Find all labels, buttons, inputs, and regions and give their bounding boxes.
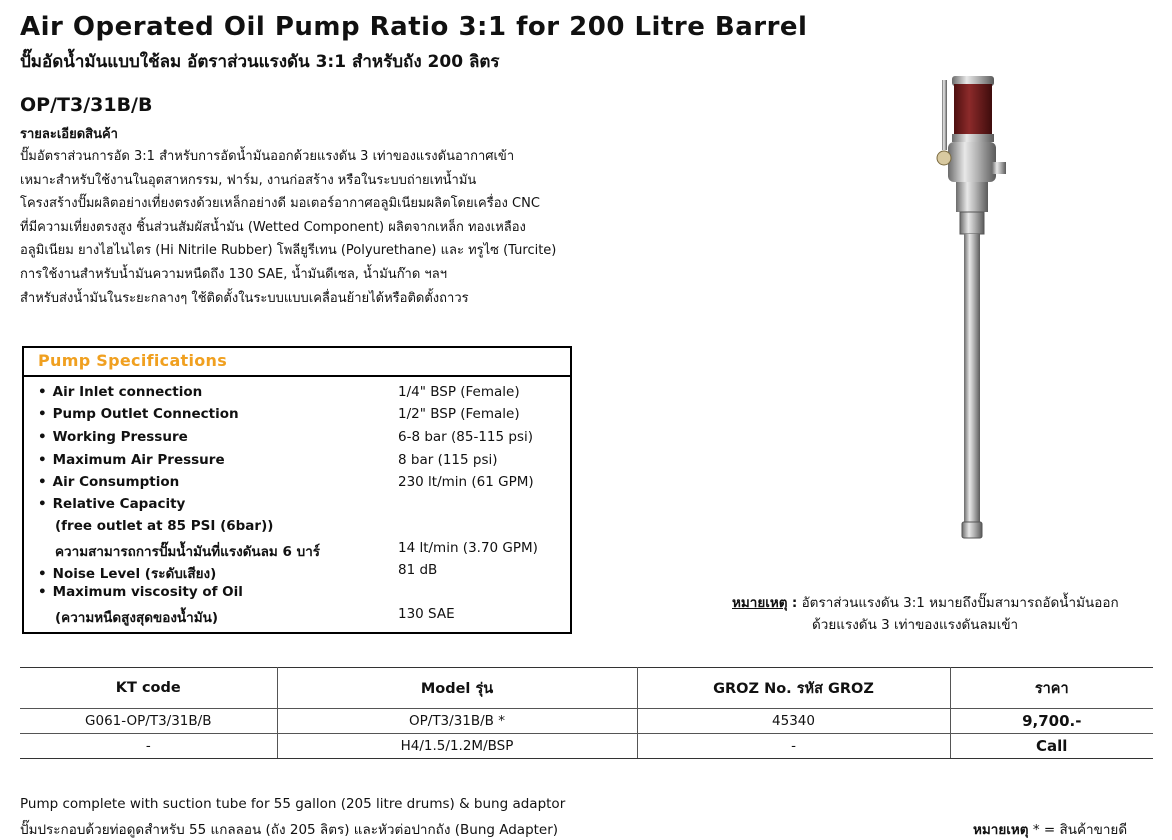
- groz-no-cell: 45340: [637, 709, 950, 734]
- spec-label: ความสามารถการปั๊มน้ำมันที่แรงดันลม 6 บาร์: [55, 544, 321, 560]
- table-row: [20, 734, 1153, 759]
- pump-bung-adaptor: [960, 212, 984, 234]
- footer-note-text: * = สินค้าขายดี: [1032, 822, 1128, 838]
- groz-no-cell: -: [637, 734, 950, 759]
- bullet: •: [38, 406, 47, 422]
- description-line: โครงสร้างปั๊มผลิตอย่างเที่ยงตรงด้วยเหล็กอย่างดี มอเตอร์อากาศอลูมิเนียมผลิตโดยเครื่อง CNC: [20, 196, 540, 212]
- model-cell: OP/T3/31B/B *: [277, 709, 637, 734]
- spec-label: Air Inlet connection: [52, 384, 203, 400]
- column-header-groz-no: GROZ No. รหัส GROZ: [637, 668, 950, 709]
- bullet: •: [38, 429, 47, 445]
- description-line: เหมาะสำหรับใช้งานในอุตสาหกรรม, ฟาร์ม, งานก่อสร้าง หรือในระบบถ่ายเทน้ำมัน: [20, 172, 477, 188]
- spec-value: 8 bar (115 psi): [398, 452, 498, 468]
- pump-foot-valve: [962, 522, 982, 538]
- bullet: •: [38, 584, 47, 600]
- spec-heading-bar: [24, 348, 570, 377]
- spec-label: Maximum Air Pressure: [52, 452, 225, 468]
- price-cell: Call: [950, 734, 1153, 759]
- bestseller-note: [973, 818, 1127, 840]
- spec-label: Working Pressure: [52, 429, 188, 445]
- spec-value: 6-8 bar (85-115 psi): [398, 429, 534, 445]
- column-header-model: Model รุ่น: [277, 668, 637, 709]
- column-header-kt-code: KT code: [20, 668, 277, 709]
- page-title: Air Operated Oil Pump Ratio 3:1 for 200 Litre Barrel: [20, 12, 808, 42]
- kt-code-cell: -: [20, 734, 277, 759]
- bullet: •: [38, 384, 47, 400]
- bullet: •: [38, 452, 47, 468]
- pump-outlet-fitting: [992, 162, 1006, 174]
- spec-heading: Pump Specifications: [38, 351, 228, 370]
- pump-housing: [948, 142, 996, 182]
- spec-label: Noise Level (ระดับเสียง): [52, 566, 217, 582]
- kt-code-cell: G061-OP/T3/31B/B: [20, 709, 277, 734]
- table-row: [20, 709, 1153, 734]
- pump-image: [930, 70, 1010, 550]
- pump-side-rod: [942, 80, 947, 150]
- ratio-note: [732, 592, 1119, 636]
- note-colon: :: [791, 595, 798, 611]
- spec-value: 81 dB: [398, 562, 438, 578]
- table-header-row: [20, 668, 1153, 709]
- spec-label: Maximum viscosity of Oil: [52, 584, 243, 600]
- pump-inlet-fitting: [937, 151, 951, 165]
- footer-line-thai: ปั๊มประกอบด้วยท่อดูดสำหรับ 55 แกลลอน (ถัง 205 ลิตร) และหัวต่อปากถัง (Bung Adapter): [20, 822, 559, 838]
- spec-value: 130 SAE: [398, 606, 455, 622]
- spec-label: Air Consumption: [52, 474, 180, 490]
- pump-suction-tube: [964, 234, 980, 526]
- description-line: ที่มีความเที่ยงตรงสูง ชิ้นส่วนสัมผัสน้ำมัน (Wetted Component) ผลิตจากเหล็ก ทองเหลือง: [20, 219, 526, 235]
- spec-label: Relative Capacity: [52, 496, 186, 512]
- description-line: สำหรับส่งน้ำมันในระยะกลางๆ ใช้ติดตั้งในระบบแบบเคลื่อนย้ายได้หรือติดตั้งถาวร: [20, 290, 469, 306]
- note-line-2: ด้วยแรงดัน 3 เท่าของแรงดันลมเข้า: [812, 617, 1019, 633]
- column-header-price: ราคา: [950, 668, 1153, 709]
- pump-motor-ring: [952, 134, 994, 142]
- spec-value: 1/2" BSP (Female): [398, 406, 520, 422]
- description-line: การใช้งานสำหรับน้ำมันความหนืดถึง 130 SAE, น้ำมันดีเซล, น้ำมันก๊าด ฯลฯ: [20, 266, 448, 282]
- pump-neck: [956, 182, 988, 212]
- bullet: •: [38, 496, 47, 512]
- description-line: อลูมิเนียม ยางไฮไนไตร (Hi Nitrile Rubber) โพลียูรีเทน (Polyurethane) และ ทรูไซ (Turcite): [20, 243, 557, 259]
- description-line: ปั๊มอัตราส่วนการอัด 3:1 สำหรับการอัดน้ำมันออกด้วยแรงดัน 3 เท่าของแรงดันอากาศเข้า: [20, 149, 515, 164]
- model-cell: H4/1.5/1.2M/BSP: [277, 734, 637, 759]
- price-cell: 9,700.-: [950, 709, 1153, 734]
- note-label: หมายเหตุ: [732, 595, 788, 611]
- product-description: [20, 145, 620, 310]
- spec-value: 14 lt/min (3.70 GPM): [398, 540, 538, 556]
- page-title-thai: ปั๊มอัดน้ำมันแบบใช้ลม อัตราส่วนแรงดัน 3:1 สำหรับถัง 200 ลิตร: [20, 52, 500, 72]
- bullet: •: [38, 566, 47, 582]
- model-number: OP/T3/31B/B: [20, 94, 153, 116]
- footer-line-english: Pump complete with suction tube for 55 gallon (205 litre drums) & bung adaptor: [20, 796, 566, 812]
- spec-label: (ความหนืดสูงสุดของน้ำมัน): [55, 610, 219, 626]
- pump-specifications-box: [22, 346, 572, 634]
- spec-label: Pump Outlet Connection: [52, 406, 239, 422]
- pump-motor-body: [954, 84, 992, 136]
- note-line-1: อัตราส่วนแรงดัน 3:1 หมายถึงปั๊มสามารถอัดน้ำมันออก: [801, 595, 1119, 611]
- detail-heading: รายละเอียดสินค้า: [20, 127, 118, 142]
- footer-note-label: หมายเหตุ: [973, 822, 1029, 838]
- spec-value: 1/4" BSP (Female): [398, 384, 520, 400]
- spec-value: 230 lt/min (61 GPM): [398, 474, 534, 490]
- product-table: [20, 667, 1153, 759]
- bullet: •: [38, 474, 47, 490]
- spec-label: (free outlet at 85 PSI (6bar)): [55, 518, 274, 534]
